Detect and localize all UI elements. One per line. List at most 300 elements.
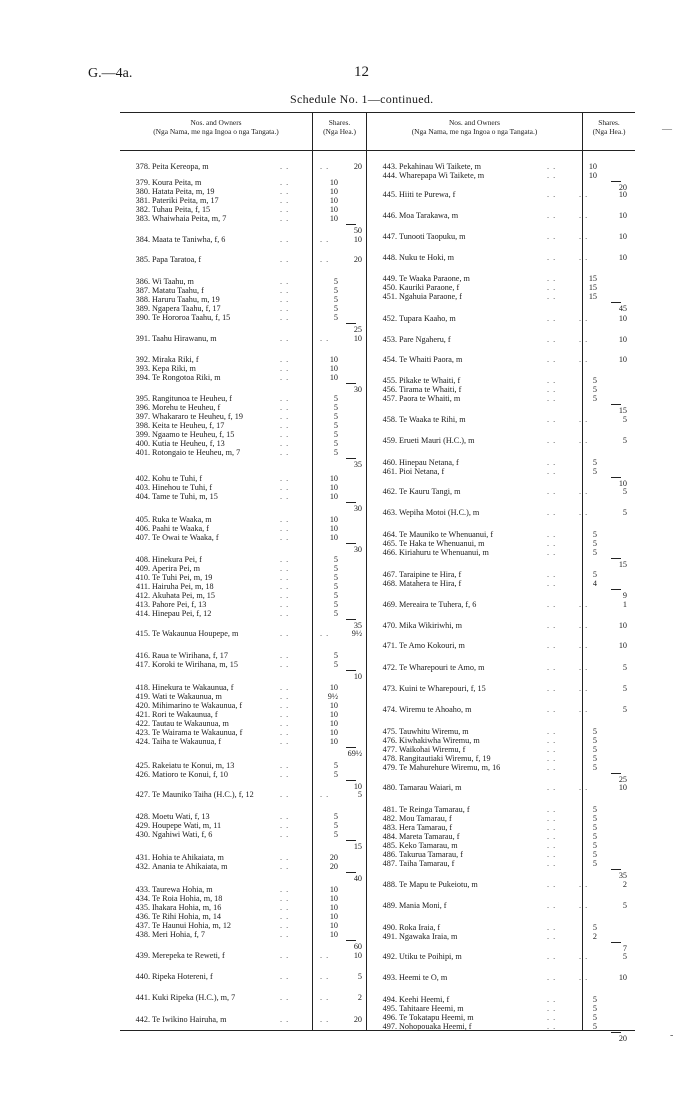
list-item xyxy=(120,660,366,681)
leader-dots: . . xyxy=(280,564,290,573)
leader-dots: . . xyxy=(547,385,557,394)
entry-number: 421. xyxy=(135,710,150,719)
owner-name: Miraka Riki, f xyxy=(152,355,199,364)
share-value: 10 xyxy=(329,364,338,373)
owner-name: Hera Tamarau, f xyxy=(399,823,453,832)
subtotal-value: 9 xyxy=(622,591,627,600)
share-value: 5 xyxy=(333,591,338,600)
leader-dots: . . xyxy=(547,415,557,424)
subtotal-dash xyxy=(346,458,356,459)
entry-number: 497. xyxy=(382,1022,397,1031)
leader-dots: . . xyxy=(547,973,557,982)
leader-dots: . . xyxy=(320,162,330,171)
entry-number: 380. xyxy=(135,187,150,196)
owner-name: Rotongaio te Heuheu, m, 7 xyxy=(152,448,241,457)
leader-dots: . . xyxy=(579,190,589,199)
list-item xyxy=(367,684,635,694)
table-top-rule xyxy=(120,112,635,113)
total-value: 10 xyxy=(618,211,627,220)
entry-number: 462. xyxy=(382,487,397,496)
owner-name: Mika Wikiriwhi, m xyxy=(399,621,462,630)
list-item xyxy=(120,1015,366,1025)
entry-number: 424. xyxy=(135,737,150,746)
owner-name: Te Roia Hohia, m, 18 xyxy=(152,894,223,903)
owner-name: Paahi te Waaka, f xyxy=(152,524,209,533)
share-value: 4 xyxy=(592,579,597,588)
share-value: 10 xyxy=(329,737,338,746)
subtotal-value: 69½ xyxy=(347,749,362,758)
owner-name: Takurua Tamarau, f xyxy=(399,850,463,859)
leader-dots: . . xyxy=(280,524,290,533)
share-value: 5 xyxy=(592,745,597,754)
owner-name: Houpepe Wati, m, 11 xyxy=(152,821,222,830)
entry-number: 455. xyxy=(382,376,397,385)
share-value: 5 xyxy=(592,805,597,814)
owner-name: Pekahinau Wi Taikete, m xyxy=(399,162,482,171)
leader-dots: . . xyxy=(280,255,290,264)
leader-dots: . . xyxy=(547,232,557,241)
share-value: 5 xyxy=(333,761,338,770)
entry-number: 399. xyxy=(135,430,150,439)
leader-dots: . . xyxy=(579,783,589,792)
share-value: 5 xyxy=(592,548,597,557)
list-item xyxy=(120,930,366,951)
owner-name: Hinekura Pei, f xyxy=(152,555,202,564)
leader-dots: . . xyxy=(280,373,290,382)
leader-dots: . . xyxy=(280,430,290,439)
leader-dots: . . xyxy=(547,901,557,910)
share-value: 5 xyxy=(592,467,597,476)
total-value: 10 xyxy=(618,253,627,262)
share-value: 2 xyxy=(592,932,597,941)
share-value: 15 xyxy=(588,274,597,283)
entry-number: 393. xyxy=(135,364,150,373)
entry-number: 466. xyxy=(382,548,397,557)
leader-dots: . . xyxy=(579,641,589,650)
list-item xyxy=(367,932,635,953)
total-value: 10 xyxy=(618,783,627,792)
share-value: 5 xyxy=(592,763,597,772)
subtotal-dash xyxy=(346,383,356,384)
leader-dots: . . xyxy=(547,508,557,517)
share-value: 5 xyxy=(592,850,597,859)
entry-number: 442. xyxy=(135,1015,150,1024)
leader-dots: . . xyxy=(280,355,290,364)
leader-dots: . . xyxy=(280,295,290,304)
list-item xyxy=(367,211,635,221)
entry-number: 451. xyxy=(382,292,397,301)
leader-dots: . . xyxy=(547,355,557,364)
subtotal-dash xyxy=(611,181,621,182)
owner-name: Rangitunoa te Heuheu, f xyxy=(152,394,233,403)
total-value: 10 xyxy=(618,232,627,241)
list-item xyxy=(367,335,635,345)
list-item xyxy=(120,235,366,245)
entry-number: 486. xyxy=(382,850,397,859)
entry-number: 454. xyxy=(382,355,397,364)
share-value: 5 xyxy=(333,582,338,591)
list-item xyxy=(120,492,366,513)
leader-dots: . . xyxy=(547,292,557,301)
entry-number: 385. xyxy=(135,255,150,264)
leader-dots: . . xyxy=(547,995,557,1004)
entry-number: 411. xyxy=(135,582,150,591)
subtotal-value: 15 xyxy=(618,560,627,569)
owner-name: Peita Kereopa, m xyxy=(152,162,209,171)
total-value: 5 xyxy=(622,436,627,445)
owner-name: Koura Peita, m xyxy=(152,178,202,187)
leader-dots: . . xyxy=(579,663,589,672)
list-item xyxy=(367,663,635,673)
share-value: 5 xyxy=(592,823,597,832)
list-item xyxy=(120,737,366,758)
owner-name: Mou Tamarau, f xyxy=(399,814,452,823)
share-value: 5 xyxy=(592,1004,597,1013)
leader-dots: . . xyxy=(280,951,290,960)
owner-name: Hiiti te Purewa, f xyxy=(399,190,456,199)
entry-number: 416. xyxy=(135,651,150,660)
leader-dots: . . xyxy=(280,609,290,618)
owner-name: Ngahiwi Wati, f, 6 xyxy=(152,830,213,839)
owner-name: Rakeiatu te Konui, m, 13 xyxy=(152,761,235,770)
list-item xyxy=(367,487,635,497)
owner-name: Hinehou te Tuhi, f xyxy=(152,483,213,492)
subtotal-value: 30 xyxy=(353,385,362,394)
share-value: 5 xyxy=(592,727,597,736)
list-item xyxy=(120,609,366,630)
leader-dots: . . xyxy=(280,421,290,430)
leader-dots: . . xyxy=(547,335,557,344)
entry-number: 459. xyxy=(382,436,397,445)
leader-dots: . . xyxy=(280,474,290,483)
entry-number: 472. xyxy=(382,663,397,672)
owner-name: Te Mapu te Pukeiotu, m xyxy=(399,880,478,889)
share-value: 10 xyxy=(329,373,338,382)
entry-number: 444. xyxy=(382,171,397,180)
total-value: 2 xyxy=(622,880,627,889)
entry-number: 485. xyxy=(382,841,397,850)
total-value: 5 xyxy=(622,508,627,517)
owner-name: Whaiwhaia Peita, m, 7 xyxy=(152,214,227,223)
owner-name: Te Waaka Paraone, m xyxy=(399,274,470,283)
entry-number: 461. xyxy=(382,467,397,476)
share-value: 5 xyxy=(592,385,597,394)
share-value: 10 xyxy=(329,894,338,903)
leader-dots: . . xyxy=(280,761,290,770)
entry-number: 389. xyxy=(135,304,150,313)
share-value: 10 xyxy=(329,196,338,205)
leader-dots: . . xyxy=(320,993,330,1002)
entry-number: 407. xyxy=(135,533,150,542)
leader-dots: . . xyxy=(579,705,589,714)
subtotal-value: 40 xyxy=(353,874,362,883)
leader-dots: . . xyxy=(547,663,557,672)
share-value: 5 xyxy=(592,841,597,850)
leader-dots: . . xyxy=(547,1013,557,1022)
subtotal-value: 35 xyxy=(353,621,362,630)
owner-name: Te Owai te Waaka, f xyxy=(152,533,219,542)
owner-name: Te Hororoa Taahu, f, 15 xyxy=(152,313,231,322)
list-item xyxy=(367,355,635,365)
subtotal-dash xyxy=(611,589,621,590)
total-value: 10 xyxy=(618,190,627,199)
owner-name: Mereaira te Tuhera, f, 6 xyxy=(399,600,477,609)
list-item xyxy=(367,548,635,569)
list-item xyxy=(367,171,635,192)
leader-dots: . . xyxy=(547,570,557,579)
owner-name: Kepa Riki, m xyxy=(152,364,196,373)
leader-dots: . . xyxy=(280,600,290,609)
share-value: 5 xyxy=(333,412,338,421)
list-item xyxy=(367,253,635,263)
header-bottom-rule xyxy=(120,150,635,151)
total-value: 5 xyxy=(622,952,627,961)
share-value: 10 xyxy=(329,187,338,196)
share-value: 9½ xyxy=(327,692,338,701)
owner-name: Maata te Taniwha, f, 6 xyxy=(152,235,226,244)
leader-dots: . . xyxy=(280,448,290,457)
leader-dots: . . xyxy=(547,274,557,283)
entry-number: 404. xyxy=(135,492,150,501)
share-value: 5 xyxy=(333,430,338,439)
owner-name: Tauwhitu Wiremu, m xyxy=(399,727,469,736)
leader-dots: . . xyxy=(547,932,557,941)
subtotal-dash xyxy=(346,940,356,941)
leader-dots: . . xyxy=(320,972,330,981)
share-value: 10 xyxy=(329,903,338,912)
share-value: 5 xyxy=(333,600,338,609)
owner-name: Wepiha Motoi (H.C.), m xyxy=(399,508,480,517)
subtotal-dash xyxy=(611,773,621,774)
list-item xyxy=(367,394,635,415)
leader-dots: . . xyxy=(280,533,290,542)
owner-name: Taraipine te Hira, f xyxy=(399,570,462,579)
share-value: 5 xyxy=(592,754,597,763)
owner-name: Mania Moni, f xyxy=(399,901,447,910)
entry-number: 384. xyxy=(135,235,150,244)
list-item xyxy=(367,783,635,793)
owner-name: Mihimarino te Wakaunua, f xyxy=(152,701,243,710)
owner-name: Pahore Pei, f, 13 xyxy=(152,600,207,609)
entry-number: 381. xyxy=(135,196,150,205)
right-shares-caption xyxy=(583,118,635,136)
share-value: 5 xyxy=(333,812,338,821)
entry-number: 468. xyxy=(382,579,397,588)
share-value: 5 xyxy=(333,403,338,412)
owner-name: Te Tokatapu Heemi, m xyxy=(399,1013,474,1022)
owner-name: Te Haka te Whenuanui, m xyxy=(399,539,485,548)
share-value: 5 xyxy=(592,736,597,745)
subtotal-dash xyxy=(346,872,356,873)
owner-name: Wharepapa Wi Taikete, m xyxy=(399,171,485,180)
leader-dots: . . xyxy=(547,783,557,792)
share-value: 5 xyxy=(333,770,338,779)
entry-number: 434. xyxy=(135,894,150,903)
owner-name: Hinepau Netana, f xyxy=(399,458,459,467)
subtotal-dash xyxy=(611,942,621,943)
owner-name: Nuku te Hoki, m xyxy=(399,253,455,262)
owner-name: Erueti Mauri (H.C.), m xyxy=(399,436,475,445)
entry-number: 491. xyxy=(382,932,397,941)
entry-number: 394. xyxy=(135,373,150,382)
total-value: 2 xyxy=(357,993,362,1002)
list-item xyxy=(120,334,366,344)
shares-caption-line1: Shares. xyxy=(598,118,620,127)
share-value: 10 xyxy=(329,492,338,501)
owner-name: Taiha Tamarau, f xyxy=(399,859,455,868)
entry-number: 388. xyxy=(135,295,150,304)
total-value: 5 xyxy=(622,663,627,672)
entry-number: 477. xyxy=(382,745,397,754)
list-item xyxy=(120,313,366,334)
leader-dots: . . xyxy=(579,314,589,323)
leader-dots: . . xyxy=(280,660,290,669)
leader-dots: . . xyxy=(547,832,557,841)
leader-dots: . . xyxy=(280,821,290,830)
leader-dots: . . xyxy=(280,403,290,412)
owner-name: Ngaamo te Heuheu, f, 15 xyxy=(152,430,235,439)
leader-dots: . . xyxy=(280,515,290,524)
list-item xyxy=(120,533,366,554)
leader-dots: . . xyxy=(547,1022,557,1031)
entry-number: 431. xyxy=(135,853,150,862)
entry-number: 379. xyxy=(135,178,150,187)
owner-name: Mareta Tamarau, f xyxy=(399,832,460,841)
owner-name: Keehi Heemi, f xyxy=(399,995,450,1004)
share-value: 5 xyxy=(592,530,597,539)
entry-number: 445. xyxy=(382,190,397,199)
leader-dots: . . xyxy=(280,683,290,692)
list-item xyxy=(367,641,635,651)
owner-name: Haruru Taahu, m, 19 xyxy=(152,295,220,304)
entry-number: 494. xyxy=(382,995,397,1004)
list-item xyxy=(367,880,635,890)
owners-caption-line1: Nos. and Owners xyxy=(190,118,242,127)
owner-name: Keita te Heuheu, f, 17 xyxy=(152,421,225,430)
owner-name: Matatu Taahu, f xyxy=(152,286,204,295)
entry-number: 476. xyxy=(382,736,397,745)
leader-dots: . . xyxy=(280,214,290,223)
owner-name: Te Waaka te Rihi, m xyxy=(399,415,466,424)
total-value: 5 xyxy=(622,684,627,693)
leader-dots: . . xyxy=(280,921,290,930)
owner-name: Te Iwikino Hairuha, m xyxy=(152,1015,227,1024)
owner-name: Hinekura te Wakaunua, f xyxy=(152,683,234,692)
entry-number: 387. xyxy=(135,286,150,295)
share-value: 10 xyxy=(329,524,338,533)
owner-name: Te Tuhi Pei, m, 19 xyxy=(152,573,213,582)
leader-dots: . . xyxy=(547,736,557,745)
shares-caption-line1: Shares. xyxy=(328,118,351,127)
entry-number: 402. xyxy=(135,474,150,483)
owner-name: Taahu Hirawanu, m xyxy=(152,334,217,343)
subtotal-dash xyxy=(346,780,356,781)
entry-number: 446. xyxy=(382,211,397,220)
subtotal-dash xyxy=(611,477,621,478)
entry-number: 463. xyxy=(382,508,397,517)
subtotal-dash xyxy=(611,404,621,405)
entry-number: 469. xyxy=(382,600,397,609)
owner-name: Wi Taahu, m xyxy=(152,277,194,286)
entry-number: 489. xyxy=(382,901,397,910)
leader-dots: . . xyxy=(280,830,290,839)
owner-name: Roka Iraia, f xyxy=(399,923,441,932)
list-item xyxy=(367,600,635,610)
leader-dots: . . xyxy=(579,973,589,982)
owner-name: Te Amo Kokouri, m xyxy=(399,641,465,650)
entry-number: 415. xyxy=(135,629,150,638)
share-value: 5 xyxy=(592,995,597,1004)
subtotal-value: 20 xyxy=(618,183,627,192)
leader-dots: . . xyxy=(280,313,290,322)
leader-dots: . . xyxy=(280,629,290,638)
margin-mark: - xyxy=(670,1030,674,1041)
leader-dots: . . xyxy=(547,880,557,889)
owner-name: Tuhau Peita, f, 15 xyxy=(152,205,211,214)
share-value: 10 xyxy=(329,719,338,728)
leader-dots: . . xyxy=(320,334,330,343)
leader-dots: . . xyxy=(547,600,557,609)
owner-name: Heemi te O, m xyxy=(399,973,448,982)
leader-dots: . . xyxy=(280,187,290,196)
owner-name: Hinepau Pei, f, 12 xyxy=(152,609,212,618)
owner-name: Moetu Wati, f, 13 xyxy=(152,812,210,821)
owner-name: Pare Ngaheru, f xyxy=(399,335,451,344)
leader-dots: . . xyxy=(280,286,290,295)
list-item xyxy=(120,214,366,235)
entry-number: 450. xyxy=(382,283,397,292)
leader-dots: . . xyxy=(280,394,290,403)
list-item xyxy=(120,790,366,800)
list-item xyxy=(120,972,366,982)
total-value: 10 xyxy=(618,314,627,323)
owner-name: Matahera te Hira, f xyxy=(399,579,462,588)
share-value: 5 xyxy=(333,821,338,830)
subtotal-value: 30 xyxy=(353,545,362,554)
leader-dots: . . xyxy=(280,573,290,582)
entry-number: 396. xyxy=(135,403,150,412)
left-shares-caption xyxy=(313,118,366,136)
leader-dots: . . xyxy=(547,190,557,199)
owner-name: Pikake te Whaiti, f xyxy=(399,376,461,385)
owner-name: Paora te Whaiti, m xyxy=(399,394,461,403)
entry-number: 443. xyxy=(382,162,397,171)
shares-caption-line2: (Nga Hea.) xyxy=(592,127,626,136)
share-value: 5 xyxy=(333,573,338,582)
share-value: 10 xyxy=(329,921,338,930)
leader-dots: . . xyxy=(579,487,589,496)
entry-number: 496. xyxy=(382,1013,397,1022)
list-item xyxy=(120,629,366,639)
total-value: 5 xyxy=(357,972,362,981)
share-value: 5 xyxy=(592,394,597,403)
leader-dots: . . xyxy=(547,1004,557,1013)
entry-number: 449. xyxy=(382,274,397,283)
leader-dots: . . xyxy=(280,304,290,313)
left-owners-caption xyxy=(120,118,312,136)
entry-number: 495. xyxy=(382,1004,397,1013)
leader-dots: . . xyxy=(547,458,557,467)
share-value: 10 xyxy=(329,912,338,921)
share-value: 10 xyxy=(329,683,338,692)
entry-number: 412. xyxy=(135,591,150,600)
entry-number: 457. xyxy=(382,394,397,403)
total-value: 5 xyxy=(622,487,627,496)
subtotal-value: 35 xyxy=(618,871,627,880)
list-item xyxy=(367,763,635,784)
entry-number: 453. xyxy=(382,335,397,344)
list-item xyxy=(367,292,635,313)
